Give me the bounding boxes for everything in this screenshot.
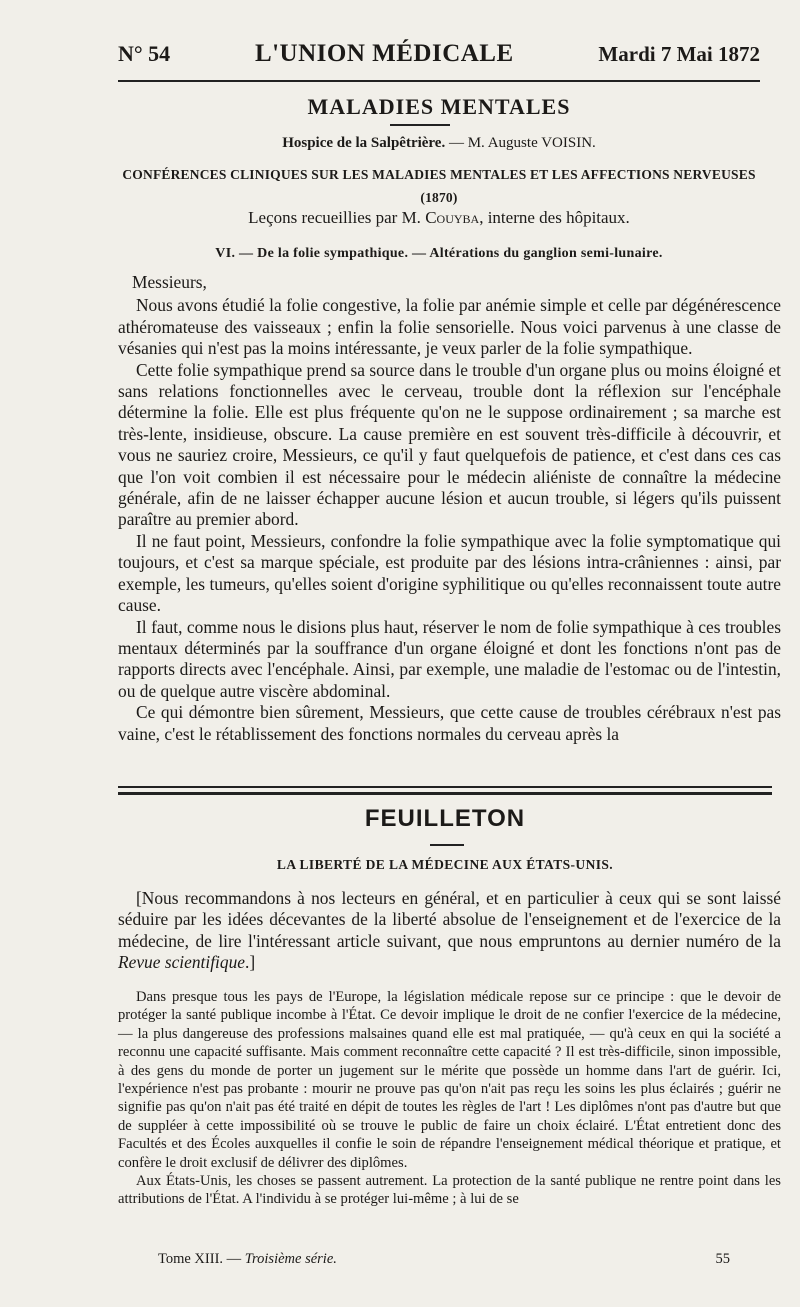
hospice-author: — M. Auguste VOISIN. (445, 135, 596, 151)
feuilleton-rule-thick (118, 792, 772, 795)
article-paragraph: Ce qui démontre bien sûrement, Messieurs, que cette cause de troubles cérébraux n'est pas vaine, c'est le rétablissement des fonctions normales du cerveau après la (118, 702, 781, 744)
hospice-line (118, 135, 760, 152)
issue-date: Mardi 7 Mai 1872 (598, 42, 760, 66)
article-body (118, 272, 781, 745)
feuilleton-intro (118, 888, 781, 974)
lecons-line (118, 208, 760, 228)
article-paragraph: Cette folie sympathique prend sa source dans le trouble d'un organe plus ou moins éloigné et sans relations fonctionnelles avec le cerveau, trouble dont la réflexion sur l'encéphale détermine la folie. Elle est plus fréquente qu'on ne le suppose ordinairement ; sa marche est très-lente, insidieuse, obscure. La cause première en est souvent très-difficile à découvrir, et vous ne sauriez croire, Messieurs, ce qu'il y faut quelquefois de patience, et c'est dans ces cas que l'on voit combien il est nécessaire pour le médecin aliéniste de connaître la médecine générale, afin de ne laisser échapper aucune lésion et aucun trouble, si légers qu'ils puissent paraître au premier abord. (118, 359, 781, 530)
tome-label: Tome XIII. — (158, 1251, 245, 1267)
feuilleton-paragraph: Aux États-Unis, les choses se passent autrement. La protection de la santé publique ne rentre point dans les attributions de l'État. A l'individu à se protéger lui-même ; à lui de se (118, 1173, 781, 1208)
intro-paragraph (118, 888, 781, 974)
tome-line (118, 1251, 337, 1273)
page-header (118, 40, 760, 74)
section-title: MALADIES MENTALES (307, 94, 571, 119)
intro-end: .] (245, 952, 256, 973)
intro-journal: Revue scientifique (118, 952, 245, 973)
conference-title (118, 163, 760, 209)
article-paragraph: Il faut, comme nous le disions plus haut, réserver le nom de folie sympathique à ces troubles mentaux déterminés par la souffrance d'un organe éloigné et dont les fonctions n'ont pas de rapports directs avec l'encéphale. Ainsi, par exemple, une maladie de l'estomac ou de l'intestin, ou de quelque autre viscère abdominal. (118, 616, 781, 701)
title-rule (390, 124, 450, 126)
header-rule (118, 80, 760, 82)
conference-title-line: CONFÉRENCES CLINIQUES SUR LES MALADIES MENTALES ET LES AFFECTIONS NERVEUSES (122, 167, 756, 182)
feuilleton-paragraph: Dans presque tous les pays de l'Europe, la législation médicale repose sur ce principe : que le devoir de protéger la santé publique incombe à l'État. Ce devoir implique le droit de ne confier l'exercice de la médecine, — la plus dangereuse des professions malsaines quand elle est mal pratiquée, — qu'à ceux en qui la société a reconnu une capacité suffisante. Mais comment reconnaître cette capacité ? Il est très-difficile, sinon impossible, à des gens du monde de porter un jugement sur le mérite que possède un homme dans l'art de guérir. Ici, l'expérience n'est pas probante : mourir ne prouve pas qu'on n'ait pas reçu les soins les plus éclairés ; guérir ne signifie pas qu'on n'ait pas été traité en dépit de toutes les règles de l'art ! Les diplômes n'ont pas d'autre but que de suppléer à cette impossibilité où se trouve le public de faire un choix éclairé. L'État entretient donc des Facultés et des Écoles auxquelles il confie le soin de répandre l'enseignement médical théorique et pratique, et confère le droit exclusif de délivrer des diplômes. (118, 989, 781, 1171)
salutation: Messieurs, (132, 272, 207, 292)
article-paragraph: Nous avons étudié la folie congestive, la folie par anémie simple et celle par dégénérescence athéromateuse des vaisseaux ; enfin la folie sensorielle. Nous voici parvenus à une classe de vésanies qui n'est pas la moins intéressante, je veux parler de la folie sympathique. (118, 295, 781, 359)
page-footer (118, 1251, 760, 1273)
lecons-suffix: , interne des hôpitaux. (479, 208, 630, 227)
lecons-author: Couyba (425, 208, 480, 227)
chapter-heading: VI. — De la folie sympathique. — Altérations du ganglion semi-lunaire. (215, 246, 663, 261)
feuilleton-title: LA LIBERTÉ DE LA MÉDECINE AUX ÉTATS-UNIS. (276, 857, 614, 872)
hospice-name: Hospice de la Salpêtrière. (282, 135, 446, 151)
journal-title: L'UNION MÉDICALE (254, 40, 514, 67)
feuilleton-heading-rule (430, 844, 464, 846)
feuilleton-heading: FEUILLETON (364, 805, 526, 832)
serie-label: Troisième série. (244, 1251, 337, 1267)
feuilleton-body (118, 988, 781, 1209)
article-paragraph: Il ne faut point, Messieurs, confondre la folie sympathique avec la folie symptomatique qui toujours, et c'est sa marque spéciale, est produite par des lésions intra-crâniennes : ainsi, par exemple, les tumeurs, qu'elles soient d'origine syphilitique ou qu'elles reconnaissent toute autre cause. (118, 530, 781, 616)
lecons-prefix: Leçons recueillies par M. (248, 208, 426, 227)
page-number: 55 (715, 1251, 730, 1267)
issue-number: N° 54 (118, 41, 171, 66)
conference-year: (1870) (420, 190, 458, 205)
intro-text: [Nous recommandons à nos lecteurs en général, et en particulier à ceux qui se sont laissé séduire par les idées décevantes de la liberté absolue de l'enseignement et de l'exercice de la médecine, de lire l'intéressant article suivant, que nous empruntons au dernier numéro de la (118, 888, 781, 951)
feuilleton-rule-thin (118, 786, 772, 788)
